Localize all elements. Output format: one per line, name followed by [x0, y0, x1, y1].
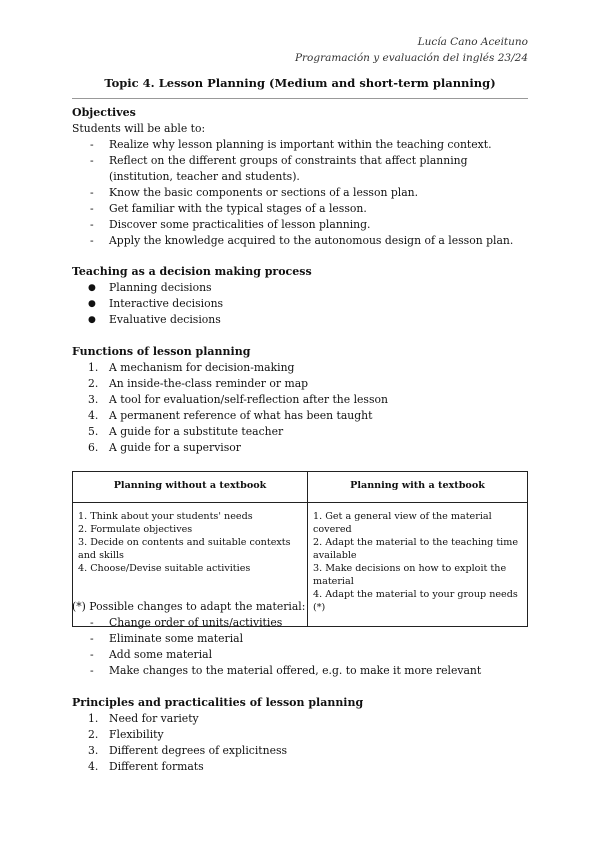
- list-item: - Add some material: [90, 648, 213, 661]
- list-item: - Know the basic components or sections of a lesson plan.: [90, 186, 419, 199]
- table-cell-without: 1. Think about your students' needs 2. Formulate objectives 3. Decide on contents and suitable contexts and skills 4. Choose/Devise suitable activities: [73, 503, 308, 627]
- list-item: 3. A tool for evaluation/self-reflection after the lesson: [88, 393, 388, 406]
- decision-list: [72, 280, 532, 328]
- list-item: - Realize why lesson planning is important within the teaching context.: [90, 138, 492, 151]
- list-item: 1. Need for variety: [88, 712, 199, 725]
- list-item: 2. Flexibility: [88, 728, 164, 741]
- list-item: 2. An inside-the-class reminder or map: [88, 377, 309, 390]
- changes-section: [72, 599, 532, 679]
- list-item: ● Evaluative decisions: [88, 313, 221, 326]
- list-item: 6. A guide for a supervisor: [88, 441, 241, 454]
- list-item: ● Interactive decisions: [88, 297, 224, 310]
- list-item: - Reflect on the different groups of constraints that affect planning (institution, teacher and students).: [90, 154, 468, 183]
- header-author: Lucía Cano Aceituno: [417, 36, 528, 48]
- objectives-list: [72, 137, 532, 249]
- functions-list: [72, 360, 532, 456]
- list-item: 1. A mechanism for decision-making: [88, 361, 295, 374]
- header-course: Programación y evaluación del inglés 23/24: [294, 52, 528, 64]
- list-item: 5. A guide for a substitute teacher: [88, 425, 284, 438]
- list-item: - Discover some practicalities of lesson planning.: [90, 218, 371, 231]
- objectives-intro: Students will be able to:: [72, 122, 206, 135]
- list-item: ● Planning decisions: [88, 281, 212, 294]
- table-header-with: Planning with a textbook: [308, 472, 528, 503]
- objectives-section: [72, 105, 532, 249]
- changes-list: [72, 615, 532, 679]
- changes-intro: (*) Possible changes to adapt the material:: [72, 600, 306, 613]
- list-item: 3. Different degrees of explicitness: [88, 744, 288, 757]
- title-divider: [72, 98, 528, 99]
- principles-list: [72, 711, 532, 775]
- list-item: - Get familiar with the typical stages of a lesson.: [90, 202, 367, 215]
- list-item: 4. A permanent reference of what has been taught: [88, 409, 373, 422]
- list-item: - Apply the knowledge acquired to the autonomous design of a lesson plan.: [90, 234, 514, 247]
- table-header-without: Planning without a textbook: [73, 472, 308, 503]
- functions-section: [72, 344, 532, 456]
- list-item: - Change order of units/activities: [90, 616, 283, 629]
- objectives-heading: Objectives: [72, 106, 136, 119]
- decision-section: [72, 264, 532, 328]
- page-title: Topic 4. Lesson Planning (Medium and short-term planning): [104, 76, 496, 90]
- functions-heading: Functions of lesson planning: [72, 345, 251, 358]
- list-item: - Make changes to the material offered, e.g. to make it more relevant: [90, 664, 482, 677]
- principles-section: [72, 695, 532, 775]
- table-cell-with: 1. Get a general view of the material covered 2. Adapt the material to the teaching time available 3. Make decisions on how to exploit the material 4. Adapt the material to your group needs (*): [308, 503, 528, 627]
- list-item: - Eliminate some material: [90, 632, 244, 645]
- principles-heading: Principles and practicalities of lesson planning: [72, 696, 364, 709]
- list-item: 4. Different formats: [88, 760, 204, 773]
- decision-heading: Teaching as a decision making process: [72, 265, 312, 278]
